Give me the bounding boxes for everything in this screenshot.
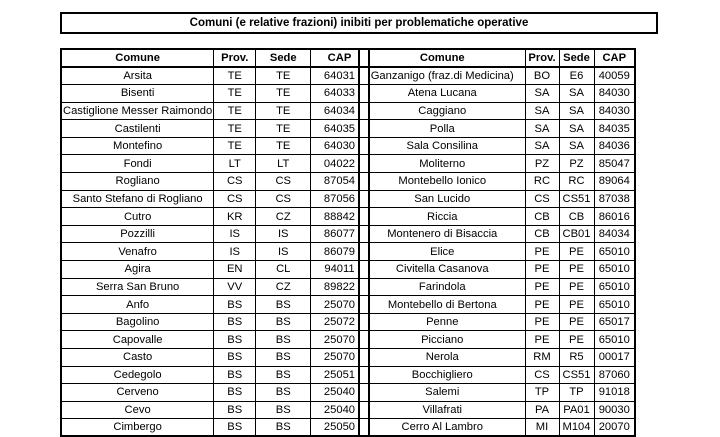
prov-cell: BS [214,366,256,384]
table-row [61,137,369,155]
comune-cell: Moliterno [359,155,525,173]
comune-cell: Montenero di Bisaccia [359,225,525,243]
column-header-prov: Prov. [525,49,559,67]
sede-cell: TE [256,102,311,120]
cap-cell: 65010 [594,278,635,296]
cap-cell: 25070 [311,296,369,314]
sede-cell: BS [256,366,311,384]
prov-cell: BS [214,296,256,314]
document-title-text: Comuni (e relative frazioni) inibiti per problematiche operative [189,17,529,29]
comune-cell: Atena Lucana [359,85,525,103]
prov-cell: BS [214,313,256,331]
prov-cell: CS [214,173,256,191]
cap-cell: 40059 [594,67,635,85]
sede-cell: SA [559,102,594,120]
sede-cell: CS51 [559,366,594,384]
right-table-body [359,67,635,436]
cap-cell: 84034 [594,225,635,243]
table-row [359,313,635,331]
left-comuni-table [60,48,370,437]
cap-cell: 65010 [594,296,635,314]
column-header-sede: Sede [256,49,311,67]
prov-cell: TE [214,102,256,120]
cap-cell: 65010 [594,331,635,349]
prov-cell: CS [214,190,256,208]
cap-cell: 25070 [311,331,369,349]
sede-cell: BS [256,296,311,314]
prov-cell: TE [214,120,256,138]
sede-cell: BS [256,401,311,419]
table-row [359,102,635,120]
cap-cell: 25072 [311,313,369,331]
cap-cell: 86079 [311,243,369,261]
sede-cell: RC [559,173,594,191]
table-row [61,120,369,138]
comune-cell: Bagolino [61,313,214,331]
prov-cell: VV [214,278,256,296]
column-header-cap: CAP [311,49,369,67]
sede-cell: CZ [256,278,311,296]
table-row [61,384,369,402]
prov-cell: LT [214,155,256,173]
comune-cell: Castiglione Messer Raimondo [61,102,214,120]
cap-cell: 88842 [311,208,369,226]
table-row [359,349,635,367]
sede-cell: LT [256,155,311,173]
sede-cell: IS [256,243,311,261]
comune-cell: Penne [359,313,525,331]
sede-cell: BS [256,384,311,402]
comune-cell: Venafro [61,243,214,261]
comune-cell: Cevo [61,401,214,419]
comune-cell: Elice [359,243,525,261]
prov-cell: CB [525,208,559,226]
cap-cell: 04022 [311,155,369,173]
column-header-comune: Comune [61,49,214,67]
sede-cell: PE [559,313,594,331]
cap-cell: 84030 [594,85,635,103]
cap-cell: 87056 [311,190,369,208]
sede-cell: PZ [559,155,594,173]
table-row [359,401,635,419]
table-row [61,331,369,349]
cap-cell: 64035 [311,120,369,138]
table-row [61,173,369,191]
comune-cell: Montebello Ionico [359,173,525,191]
comune-cell: Bocchigliero [359,366,525,384]
sede-cell: CB [559,208,594,226]
comune-cell: Rogliano [61,173,214,191]
cap-cell: 85047 [594,155,635,173]
cap-cell: 25050 [311,419,369,437]
table-row [359,155,635,173]
table-row [359,173,635,191]
prov-cell: BO [525,67,559,85]
table-row [359,67,635,85]
comune-cell: Caggiano [359,102,525,120]
cap-cell: 65017 [594,313,635,331]
prov-cell: RC [525,173,559,191]
comune-cell: Serra San Bruno [61,278,214,296]
cap-cell: 64033 [311,85,369,103]
prov-cell: TE [214,137,256,155]
comune-cell: Nerola [359,349,525,367]
table-row [61,67,369,85]
prov-cell: TE [214,67,256,85]
prov-cell: BS [214,349,256,367]
table-row [359,225,635,243]
comune-cell: Villafrati [359,401,525,419]
comune-cell: Capovalle [61,331,214,349]
table-row [359,208,635,226]
sede-cell: BS [256,349,311,367]
sede-cell: CZ [256,208,311,226]
sede-cell: BS [256,419,311,437]
sede-cell: TE [256,67,311,85]
cap-cell: 90030 [594,401,635,419]
prov-cell: EN [214,261,256,279]
table-row [61,85,369,103]
table-row [61,261,369,279]
comune-cell: Montefino [61,137,214,155]
prov-cell: PE [525,243,559,261]
prov-cell: PE [525,331,559,349]
prov-cell: PZ [525,155,559,173]
table-row [359,384,635,402]
sede-cell: CS [256,190,311,208]
table-row [359,85,635,103]
comune-cell: Cimbergo [61,419,214,437]
sede-cell: PE [559,331,594,349]
prov-cell: IS [214,225,256,243]
sede-cell: TE [256,85,311,103]
sede-cell: CS51 [559,190,594,208]
cap-cell: 25040 [311,384,369,402]
cap-cell: 64034 [311,102,369,120]
prov-cell: TE [214,85,256,103]
right-comuni-table [358,48,636,437]
cap-cell: 64030 [311,137,369,155]
comune-cell: Cedegolo [61,366,214,384]
cap-cell: 84035 [594,120,635,138]
prov-cell: SA [525,85,559,103]
cap-cell: 86077 [311,225,369,243]
prov-cell: PE [525,261,559,279]
sede-cell: SA [559,85,594,103]
sede-cell: SA [559,137,594,155]
cap-cell: 64031 [311,67,369,85]
sede-cell: SA [559,120,594,138]
sede-cell: CL [256,261,311,279]
cap-cell: 20070 [594,419,635,437]
prov-cell: PE [525,313,559,331]
cap-cell: 65010 [594,243,635,261]
prov-cell: CS [525,190,559,208]
sede-cell: IS [256,225,311,243]
comune-cell: Anfo [61,296,214,314]
comune-cell: Cerveno [61,384,214,402]
sede-cell: PA01 [559,401,594,419]
table-row [61,190,369,208]
document-title [60,12,658,34]
table-row [61,278,369,296]
prov-cell: PE [525,278,559,296]
cap-cell: 25070 [311,349,369,367]
prov-cell: SA [525,102,559,120]
table-row [359,120,635,138]
comune-cell: Bisenti [61,85,214,103]
sede-cell: TE [256,120,311,138]
prov-cell: BS [214,384,256,402]
comune-cell: Sala Consilina [359,137,525,155]
table-row [359,137,635,155]
comune-cell: Santo Stefano di Rogliano [61,190,214,208]
cap-cell: 86016 [594,208,635,226]
prov-cell: BS [214,419,256,437]
table-row [359,296,635,314]
cap-cell: 25051 [311,366,369,384]
prov-cell: TP [525,384,559,402]
prov-cell: PA [525,401,559,419]
comune-cell: Pozzilli [61,225,214,243]
comune-cell: Riccia [359,208,525,226]
table-row [61,155,369,173]
comune-cell: Fondi [61,155,214,173]
table-row [359,419,635,437]
cap-cell: 91018 [594,384,635,402]
table-row [61,225,369,243]
right-table-header-row [359,49,635,67]
cap-cell: 89064 [594,173,635,191]
cap-cell: 87054 [311,173,369,191]
sede-cell: PE [559,278,594,296]
prov-cell: IS [214,243,256,261]
table-row [61,419,369,437]
cap-cell: 94011 [311,261,369,279]
table-row [359,366,635,384]
table-row [61,401,369,419]
cap-cell: 00017 [594,349,635,367]
comune-cell: Polla [359,120,525,138]
table-row [61,102,369,120]
table-row [61,296,369,314]
cap-cell: 84030 [594,102,635,120]
sede-cell: CS [256,173,311,191]
prov-cell: BS [214,401,256,419]
sede-cell: PE [559,261,594,279]
comune-cell: Arsita [61,67,214,85]
sede-cell: PE [559,296,594,314]
column-header-prov: Prov. [214,49,256,67]
comune-cell: Castilenti [61,120,214,138]
column-header-cap: CAP [594,49,635,67]
prov-cell: CS [525,366,559,384]
comune-cell: Farindola [359,278,525,296]
comune-cell: Cutro [61,208,214,226]
table-row [359,331,635,349]
prov-cell: SA [525,137,559,155]
table-row [61,313,369,331]
table-row [61,349,369,367]
prov-cell: SA [525,120,559,138]
comune-cell: Casto [61,349,214,367]
comune-cell: Montebello di Bertona [359,296,525,314]
sede-cell: TE [256,137,311,155]
table-row [359,243,635,261]
table-row [359,261,635,279]
column-header-comune: Comune [359,49,525,67]
comune-cell: Agira [61,261,214,279]
sede-cell: PE [559,243,594,261]
prov-cell: MI [525,419,559,437]
prov-cell: RM [525,349,559,367]
prov-cell: CB [525,225,559,243]
sede-cell: E6 [559,67,594,85]
prov-cell: KR [214,208,256,226]
column-header-sede: Sede [559,49,594,67]
table-row [61,243,369,261]
cap-cell: 87060 [594,366,635,384]
cap-cell: 89822 [311,278,369,296]
sede-cell: TP [559,384,594,402]
prov-cell: PE [525,296,559,314]
comune-cell: Salemi [359,384,525,402]
table-row [359,278,635,296]
comune-cell: Cerro Al Lambro [359,419,525,437]
comune-cell: Ganzanigo (fraz.di Medicina) [359,67,525,85]
sede-cell: M104 [559,419,594,437]
comune-cell: Picciano [359,331,525,349]
prov-cell: BS [214,331,256,349]
cap-cell: 25040 [311,401,369,419]
cap-cell: 87038 [594,190,635,208]
table-row [61,366,369,384]
left-table-header-row [61,49,369,67]
cap-cell: 65010 [594,261,635,279]
sede-cell: BS [256,331,311,349]
table-row [359,190,635,208]
comune-cell: Civitella Casanova [359,261,525,279]
table-row [61,208,369,226]
left-table-body [61,67,369,436]
comune-cell: San Lucido [359,190,525,208]
sede-cell: CB01 [559,225,594,243]
cap-cell: 84036 [594,137,635,155]
sede-cell: R5 [559,349,594,367]
sede-cell: BS [256,313,311,331]
